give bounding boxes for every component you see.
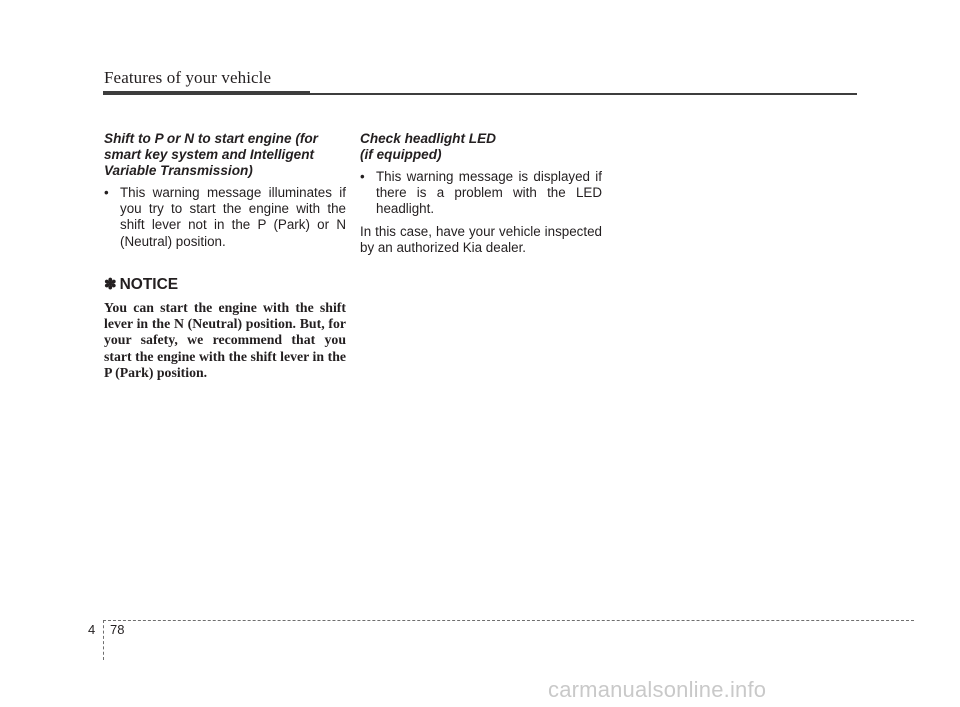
header-rule-thin [310,93,857,95]
chapter-number: 4 [88,622,96,637]
bullet-marker: • [360,169,365,184]
heading-line: (if equipped) [360,147,442,162]
bullet-marker: • [104,185,109,200]
bullet-item-shift-warning [104,185,346,250]
left-column [104,131,346,381]
heading-line: Variable Transmission) [104,163,253,178]
notice-title-text: NOTICE [119,275,179,293]
heading-line: smart key system and Intelligent [104,147,315,162]
header-rule-thick [103,91,310,95]
bullet-item-headlight-warning [360,169,602,218]
section-heading-check-headlight-led [360,131,602,163]
notice-body: You can start the engine with the shift lever in the N (Neutral) position. But, for your safety, we recommend that you start the engine with the shift lever in the P (Park) position. [104,299,346,380]
paragraph-inspection: In this case, have your vehicle inspected by an authorized Kia dealer. [360,223,602,255]
heading-line: Check headlight LED [360,131,496,146]
right-column [360,131,602,256]
heading-line: Shift to P or N to start engine (for [104,131,318,146]
notice-star-icon: ✽ [104,275,117,293]
notice-heading [104,276,346,294]
page-number: 78 [110,622,125,637]
running-header-title: Features of your vehicle [104,68,272,87]
footer-dashed-rule [103,620,914,621]
footer-vertical-divider [103,620,104,660]
bullet-text: This warning message illuminates if you try to start the engine with the shift lever not in the P (Park) or N (Neutral) position. [120,185,346,249]
section-heading-shift-to-p-or-n [104,131,346,179]
bullet-text: This warning message is displayed if there is a problem with the LED headlight. [376,169,602,217]
watermark-text: carmanualsonline.info [548,677,767,702]
